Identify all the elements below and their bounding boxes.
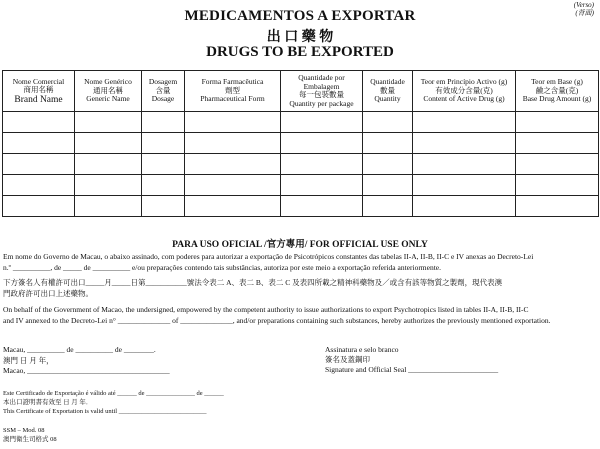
date-line-pt: Macau, __________ de __________ de ________. [3, 345, 156, 354]
table-cell[interactable] [281, 196, 363, 217]
table-cell[interactable] [185, 196, 281, 217]
table-row [3, 133, 599, 154]
col-header-base-drug-amount: Teor em Base (g) 鹼之含量(克) Base Drug Amount (g) [516, 71, 599, 112]
table-cell[interactable] [142, 112, 185, 133]
col-header-pharmaceutical-form: Forma Farmacêutica 劑型 Pharmaceutical Form [185, 71, 281, 112]
authorization-text-pt: Em nome do Governo de Macau, o abaixo assinado, com poderes para autorizar a exportação de Psicotrópicos constantes das tabelas II-A, II-B, II-C e IV anexas ao Decreto-Lei n.º __________, de _____ de __________ e/ou preparações contendo tais substâncias, autoriza por este meio a exportação referida anteriormente. [3, 252, 534, 272]
table-cell[interactable] [75, 133, 142, 154]
table-cell[interactable] [142, 154, 185, 175]
validity-zh: 本出口證明書有效至 日 月 年． [3, 399, 93, 406]
date-line-en: Macao, ______________________________________ [3, 366, 170, 375]
table-cell[interactable] [75, 112, 142, 133]
col-header-dosage: Dosagem 含量 Dosage [142, 71, 185, 112]
table-cell[interactable] [3, 175, 75, 196]
signature-block [325, 345, 498, 375]
table-cell[interactable] [516, 112, 599, 133]
table-cell[interactable] [363, 112, 413, 133]
table-cell[interactable] [516, 154, 599, 175]
table-cell[interactable] [142, 196, 185, 217]
title-en: DRUGS TO BE EXPORTED [206, 44, 394, 60]
date-line-zh: 澳門 日 月 年， [3, 355, 54, 365]
table-cell[interactable] [413, 196, 516, 217]
verso-zh: (背面) [575, 9, 594, 17]
table-cell[interactable] [185, 175, 281, 196]
signature-label-en: Signature and Official Seal ________________________ [325, 365, 499, 374]
table-cell[interactable] [75, 196, 142, 217]
table-cell[interactable] [363, 154, 413, 175]
table-cell[interactable] [281, 154, 363, 175]
table-header-row [3, 71, 599, 112]
drugs-table [2, 70, 599, 217]
table-cell[interactable] [185, 154, 281, 175]
table-row [3, 154, 599, 175]
table-cell[interactable] [281, 133, 363, 154]
table-cell[interactable] [413, 112, 516, 133]
table-cell[interactable] [142, 133, 185, 154]
table-cell[interactable] [363, 133, 413, 154]
table-cell[interactable] [363, 196, 413, 217]
title-zh: 出 口 藥 物 [266, 30, 334, 45]
table-cell[interactable] [3, 133, 75, 154]
form-code [3, 426, 123, 444]
official-use-heading: PARA USO OFICIAL /官方專用/ FOR OFFICIAL USE ONLY [172, 240, 428, 250]
table-cell[interactable] [75, 154, 142, 175]
table-row [3, 196, 599, 217]
table-cell[interactable] [516, 133, 599, 154]
col-header-active-drug-content: Teor em Princípio Activo (g) 有效成分含量(克) Content of Active Drug (g) [413, 71, 516, 112]
table-cell[interactable] [363, 175, 413, 196]
form-code-zh: 澳門衛生司格式 08 [3, 436, 57, 443]
col-header-brand-name: Nome Comercial 商用名稱 Brand Name [3, 71, 75, 112]
table-cell[interactable] [516, 196, 599, 217]
authorization-text-zh: 下方簽名人有權許可出口_____月_____日第___________號法令表二 A、表二 B、表二 C 及表四所載之精神科藥物及／或含有該等物質之製劑，現代表澳 門政府許可出口上述藥物。 [3, 278, 503, 298]
signature-label-pt: Assinatura e selo branco [325, 345, 399, 354]
col-header-generic-name: Nome Genérico 通用名稱 Generic Name [75, 71, 142, 112]
table-cell[interactable] [142, 175, 185, 196]
table-row [3, 112, 599, 133]
table-cell[interactable] [3, 196, 75, 217]
table-cell[interactable] [3, 112, 75, 133]
table-cell[interactable] [185, 112, 281, 133]
table-cell[interactable] [281, 112, 363, 133]
signature-label-zh: 簽名及蓋鋼印 [325, 355, 370, 364]
table-cell[interactable] [413, 154, 516, 175]
table-cell[interactable] [413, 175, 516, 196]
table-cell[interactable] [281, 175, 363, 196]
validity-en: This Certificate of Exportation is valid until ___________________________ [3, 408, 207, 415]
col-header-quantity-per-package: Quantidade por Embalagem 每一包裝數量 Quantity per package [281, 71, 363, 112]
verso-pt: (Verso) [573, 1, 594, 9]
validity-block [3, 389, 303, 416]
validity-pt: Este Certificado de Exportação é válido até ______ de _______________ de ______ [3, 390, 224, 397]
table-cell[interactable] [516, 175, 599, 196]
date-place-block [3, 345, 283, 377]
table-cell[interactable] [75, 175, 142, 196]
table-row [3, 175, 599, 196]
authorization-text-en: On behalf of the Government of Macao, the undersigned, empowered by the competent authority to issue authorizations to export Psychotropics listed in tables II-A, II-B, II-C and IV annexed to the Decreto-Lei n° ______________ of ______________, and/or preparations containing such substances, hereby authorizes the previously mentioned exportation. [3, 305, 551, 325]
table-cell[interactable] [3, 154, 75, 175]
col-header-quantity: Quantidade 數量 Quantity [363, 71, 413, 112]
title-pt: MEDICAMENTOS A EXPORTAR [184, 8, 416, 24]
form-code-pt: SSM – Mod. 08 [3, 427, 45, 434]
table-cell[interactable] [185, 133, 281, 154]
table-cell[interactable] [413, 133, 516, 154]
